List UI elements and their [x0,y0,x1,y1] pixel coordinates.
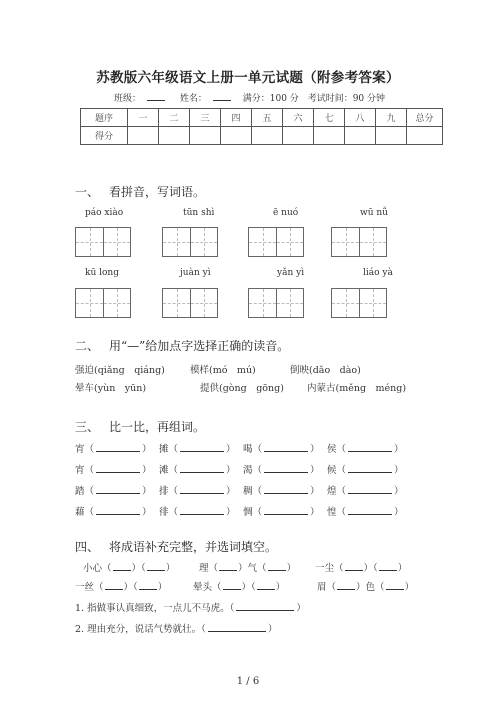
answer-blank[interactable] [208,622,266,632]
score-header-cell: 六 [283,109,314,127]
compare-item: 煌 （ ） [327,486,404,497]
name-label: 姓名： [177,94,234,104]
pinyin-label: liáo yà [363,268,393,278]
reading-item[interactable]: 提供(gòng gōng) [200,383,284,394]
idiom-blank[interactable] [257,580,275,590]
compare-item: 排 （ ） [159,486,236,497]
page-number: 1 / 6 [236,676,260,687]
class-label: 班级： [111,94,168,104]
score-row-label: 得分 [81,127,128,145]
compare-item: 候 （ ） [327,465,404,476]
score-cell[interactable] [252,127,283,145]
idiom-item: 眉 （ ）色 （ ） [317,582,415,593]
score-cell[interactable] [407,127,443,145]
score-header-cell: 题序 [81,109,128,127]
section-3-heading: 三、 比一比，再组词。 [75,420,206,434]
class-blank[interactable] [147,91,165,101]
answer-blank[interactable] [264,484,308,494]
idiom-blank[interactable] [337,580,355,590]
idiom-blank[interactable] [345,561,363,571]
reading-item[interactable]: 倒映(dǎo dào) [290,365,361,376]
idiom-blank[interactable] [223,580,241,590]
idiom-blank[interactable] [139,580,157,590]
answer-blank[interactable] [348,505,392,515]
tianzige-grid[interactable] [162,288,218,318]
tianzige-grid[interactable] [75,227,131,257]
compare-item: 喝 （ ） [243,444,320,455]
pinyin-label: páo xiào [85,208,124,218]
score-header-row [81,109,443,127]
compare-row [75,441,411,455]
compare-item: 徘 （ ） [159,507,236,518]
score-header-cell: 九 [376,109,407,127]
answer-blank[interactable] [180,505,224,515]
score-table [80,108,443,145]
compare-row [75,504,411,518]
answer-blank[interactable] [236,601,294,611]
reading-line-1 [75,362,361,376]
answer-blank[interactable] [264,505,308,515]
answer-blank[interactable] [264,442,308,452]
tianzige-grid[interactable] [248,227,304,257]
tianzige-grid[interactable] [331,288,387,318]
idiom-row [83,560,425,574]
pinyin-label: juàn yì [180,268,211,278]
score-header-cell: 三 [190,109,221,127]
tianzige-grid[interactable] [162,227,218,257]
exam-time: 考试时间：90 分钟 [307,94,386,104]
reading-item[interactable]: 模样(mó mú) [190,365,256,376]
idiom-item: 晕头 （ ）（ ） [193,582,286,593]
exam-info [0,91,496,104]
compare-item: 滩 （ ） [159,465,236,476]
question-1: 1. 指做事认真细致，一点儿不马虎。（ ） [75,603,306,614]
page-title: 苏教版六年级语文上册一单元试题（附参考答案） [96,70,400,86]
score-cell[interactable] [283,127,314,145]
idiom-blank[interactable] [147,561,165,571]
idiom-blank[interactable] [219,561,237,571]
tianzige-grid[interactable] [248,288,304,318]
section-4-heading: 四、 将成语补充完整，并选词填空。 [75,540,278,554]
compare-item: 宵 （ ） [75,444,152,455]
score-cell[interactable] [190,127,221,145]
reading-item[interactable]: 内蒙古(měng méng) [307,383,407,394]
score-cell[interactable] [128,127,159,145]
answer-blank[interactable] [96,463,140,473]
name-blank[interactable] [213,91,231,101]
score-header-cell: 七 [314,109,345,127]
compare-item: 稠 （ ） [243,486,320,497]
score-header-cell: 总分 [407,109,443,127]
score-header-cell: 二 [159,109,190,127]
answer-blank[interactable] [348,463,392,473]
score-header-cell: 一 [128,109,159,127]
answer-blank[interactable] [180,484,224,494]
answer-blank[interactable] [96,442,140,452]
idiom-blank[interactable] [379,561,397,571]
pinyin-label: yǎn yì [277,268,305,278]
score-header-cell: 五 [252,109,283,127]
reading-item[interactable]: 晕车(yùn yūn) [75,383,147,394]
compare-row [75,462,411,476]
compare-item: 藉 （ ） [75,507,152,518]
idiom-item: 一丝 （ ）（ ） [75,582,168,593]
idiom-blank[interactable] [268,561,286,571]
idiom-row [75,579,427,593]
score-cell[interactable] [314,127,345,145]
score-cell[interactable] [376,127,407,145]
idiom-item: 理 （ ）气 （ ） [199,563,297,574]
compare-item: 惶 （ ） [327,507,404,518]
compare-item: 宵 （ ） [75,465,152,476]
idiom-blank[interactable] [386,580,404,590]
idiom-blank[interactable] [105,580,123,590]
compare-row [75,483,411,497]
reading-line-2 [75,380,406,394]
compare-item: 渴 （ ） [243,465,320,476]
pinyin-label: ē nuó [273,208,299,218]
score-cell[interactable] [221,127,252,145]
answer-blank[interactable] [348,442,392,452]
compare-item: 摊 （ ） [159,444,236,455]
answer-blank[interactable] [96,505,140,515]
compare-item: 踏 （ ） [75,486,152,497]
compare-item: 惆 （ ） [243,507,320,518]
reading-item[interactable]: 强迫(qiǎng qiáng) [75,365,165,376]
idiom-item: 一尘 （ ）（ ） [315,563,408,574]
pinyin-label: kū long [85,268,119,278]
idiom-item: 小心 （ ）（ ） [83,563,176,574]
score-row [81,127,443,145]
answer-blank[interactable] [96,484,140,494]
section-2-heading: 二、 用“—”给加点字选择正确的读音。 [75,339,290,353]
score-cell[interactable] [159,127,190,145]
answer-blank[interactable] [180,463,224,473]
score-cell[interactable] [345,127,376,145]
tianzige-grid[interactable] [75,288,131,318]
full-score: 满分：100 分 [242,94,299,104]
answer-blank[interactable] [348,484,392,494]
score-header-cell: 四 [221,109,252,127]
idiom-blank[interactable] [113,561,131,571]
compare-item: 侯 （ ） [327,444,404,455]
answer-blank[interactable] [180,442,224,452]
tianzige-grid[interactable] [331,227,387,257]
pinyin-label: tūn shì [183,208,215,218]
section-1-heading: 一、 看拼音，写词语。 [75,185,206,199]
pinyin-label: wū nǚ [360,208,388,218]
question-2: 2. 理由充分，说话气势就壮。（ ） [75,624,278,635]
answer-blank[interactable] [264,463,308,473]
score-header-cell: 八 [345,109,376,127]
